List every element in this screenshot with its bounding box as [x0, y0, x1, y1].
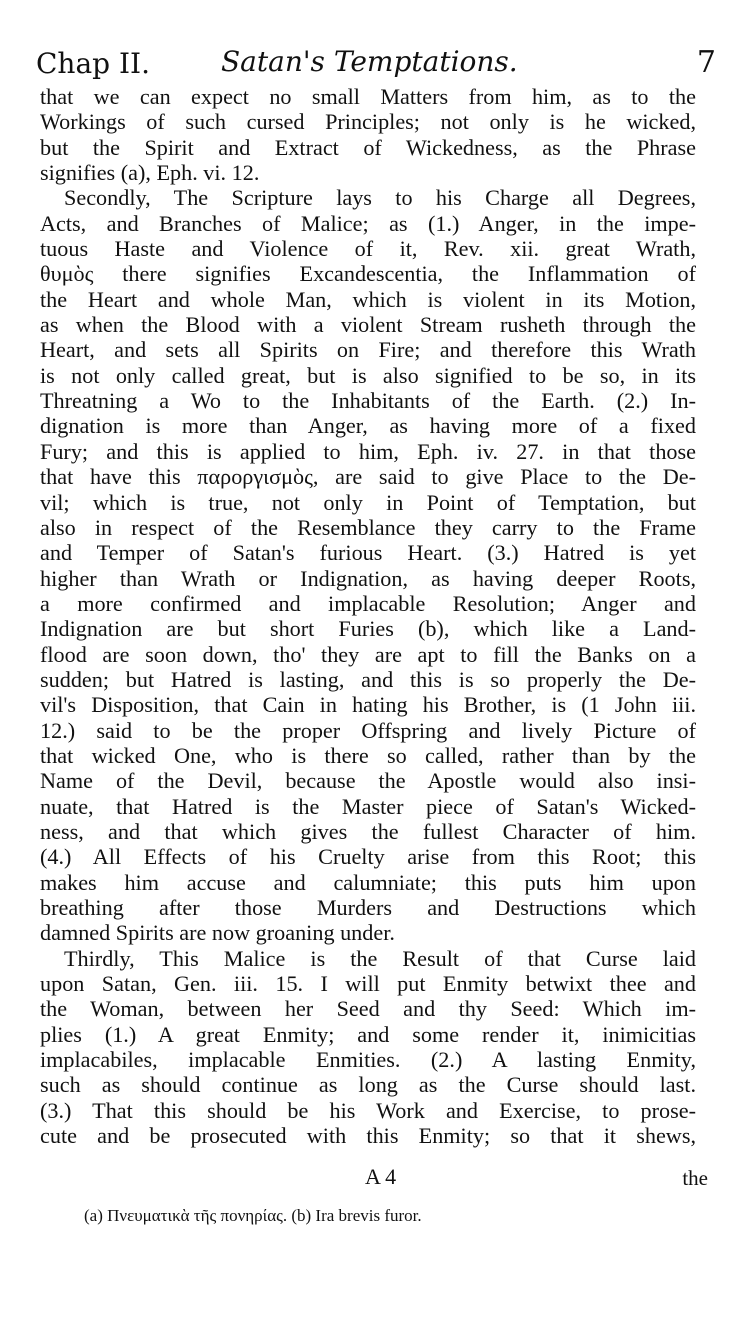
text-line: that we can expect no small Matters from him, as to the [40, 84, 696, 109]
text-line: damned Spirits are now groaning under. [40, 920, 395, 946]
text-line: such as should continue as long as the Curse should last. [40, 1072, 696, 1098]
text-line: vil's Disposition, that Cain in hating his Brother, is (1 John iii. [40, 692, 696, 718]
text-line: Name of the Devil, because the Apostle would also insi- [40, 768, 696, 794]
text-line: is not only called great, but is also signified to be so, in its [40, 362, 696, 388]
text-line: Acts, and Branches of Malice; as (1.) Anger, in the impe- [40, 210, 696, 236]
text-line: upon Satan, Gen. iii. 15. I will put Enmity betwixt thee and [40, 971, 696, 997]
text-line: Threatning a Wo to the Inhabitants of the Earth. (2.) In- [40, 388, 696, 414]
text-line: higher than Wrath or Indignation, as having deeper Roots, [40, 565, 696, 591]
text-line: the Woman, between her Seed and thy Seed: Which im- [40, 996, 696, 1022]
text-line: Indignation are but short Furies (b), which like a Land- [40, 616, 696, 642]
text-line: Secondly, The Scripture lays to his Charge all Degrees, [64, 185, 696, 211]
text-line: 12.) said to be the proper Offspring and lively Picture of [40, 717, 696, 743]
text-line: tuous Haste and Violence of it, Rev. xii. great Wrath, [40, 236, 696, 262]
text-line: cute and be prosecuted with this Enmity; so that it shews, [40, 1123, 696, 1149]
text-line: flood are soon down, tho' they are apt to fill the Banks on a [40, 641, 696, 667]
text-line: that wicked One, who is there so called, rather than by the [40, 742, 696, 768]
text-line: and Temper of Satan's furious Heart. (3.) Hatred is yet [40, 540, 696, 566]
running-title: Satan's Temptations. [221, 45, 518, 78]
text-line: makes him accuse and calumniate; this puts him upon [40, 869, 696, 895]
text-line: Workings of such cursed Principles; not only is he wicked, [40, 109, 696, 135]
text-line: ness, and that which gives the fullest Character of him. [40, 818, 696, 844]
text-line: as when the Blood with a violent Stream rusheth through the [40, 312, 696, 338]
text-line: signifies (a), Eph. vi. 12. [40, 160, 260, 186]
text-line: breathing after those Murders and Destructions which [40, 895, 696, 920]
text-line: plies (1.) A great Enmity; and some render it, inimicitias [40, 1021, 696, 1047]
text-line: Fury; and this is applied to him, Eph. iv. 27. in that those [40, 438, 696, 464]
text-line: sudden; but Hatred is lasting, and this is so properly the De- [40, 666, 696, 692]
text-line: vil; which is true, not only in Point of Temptation, but [40, 489, 696, 515]
text-line: also in respect of the Resemblance they carry to the Frame [40, 514, 696, 540]
text-line: Thirdly, This Malice is the Result of that Curse laid [64, 945, 696, 971]
text-line: but the Spirit and Extract of Wickedness, as the Phrase [40, 134, 696, 160]
text-line: dignation is more than Anger, as having more of a fixed [40, 413, 696, 439]
text-line: θυμὸς there signifies Excandescentia, the Inflammation of [40, 261, 696, 287]
text-line: Heart, and sets all Spirits on Fire; and therefore this Wrath [40, 337, 696, 363]
body-text [40, 84, 696, 1148]
text-line: a more confirmed and implacable Resolution; Anger and [40, 590, 696, 616]
text-line: (3.) That this should be his Work and Exercise, to prose- [40, 1097, 696, 1123]
signature-mark: A 4 [365, 1164, 397, 1189]
page-number: 7 [696, 45, 716, 80]
footnotes: (a) Πνευματικὰ τῆς πονηρίας. (b) Ira brevis furor. [84, 1206, 422, 1225]
text-line: the Heart and whole Man, which is violent in its Motion, [40, 286, 696, 312]
text-line: nuate, that Hatred is the Master piece of Satan's Wicked- [40, 793, 696, 819]
text-line: that have this παροργισμὸς, are said to give Place to the De- [40, 464, 696, 490]
catchword: the [682, 1166, 708, 1190]
chapter-label: Chap II. [36, 47, 150, 80]
text-line: implacabiles, implacable Enmities. (2.) A lasting Enmity, [40, 1047, 696, 1073]
text-line: (4.) All Effects of his Cruelty arise from this Root; this [40, 844, 696, 870]
